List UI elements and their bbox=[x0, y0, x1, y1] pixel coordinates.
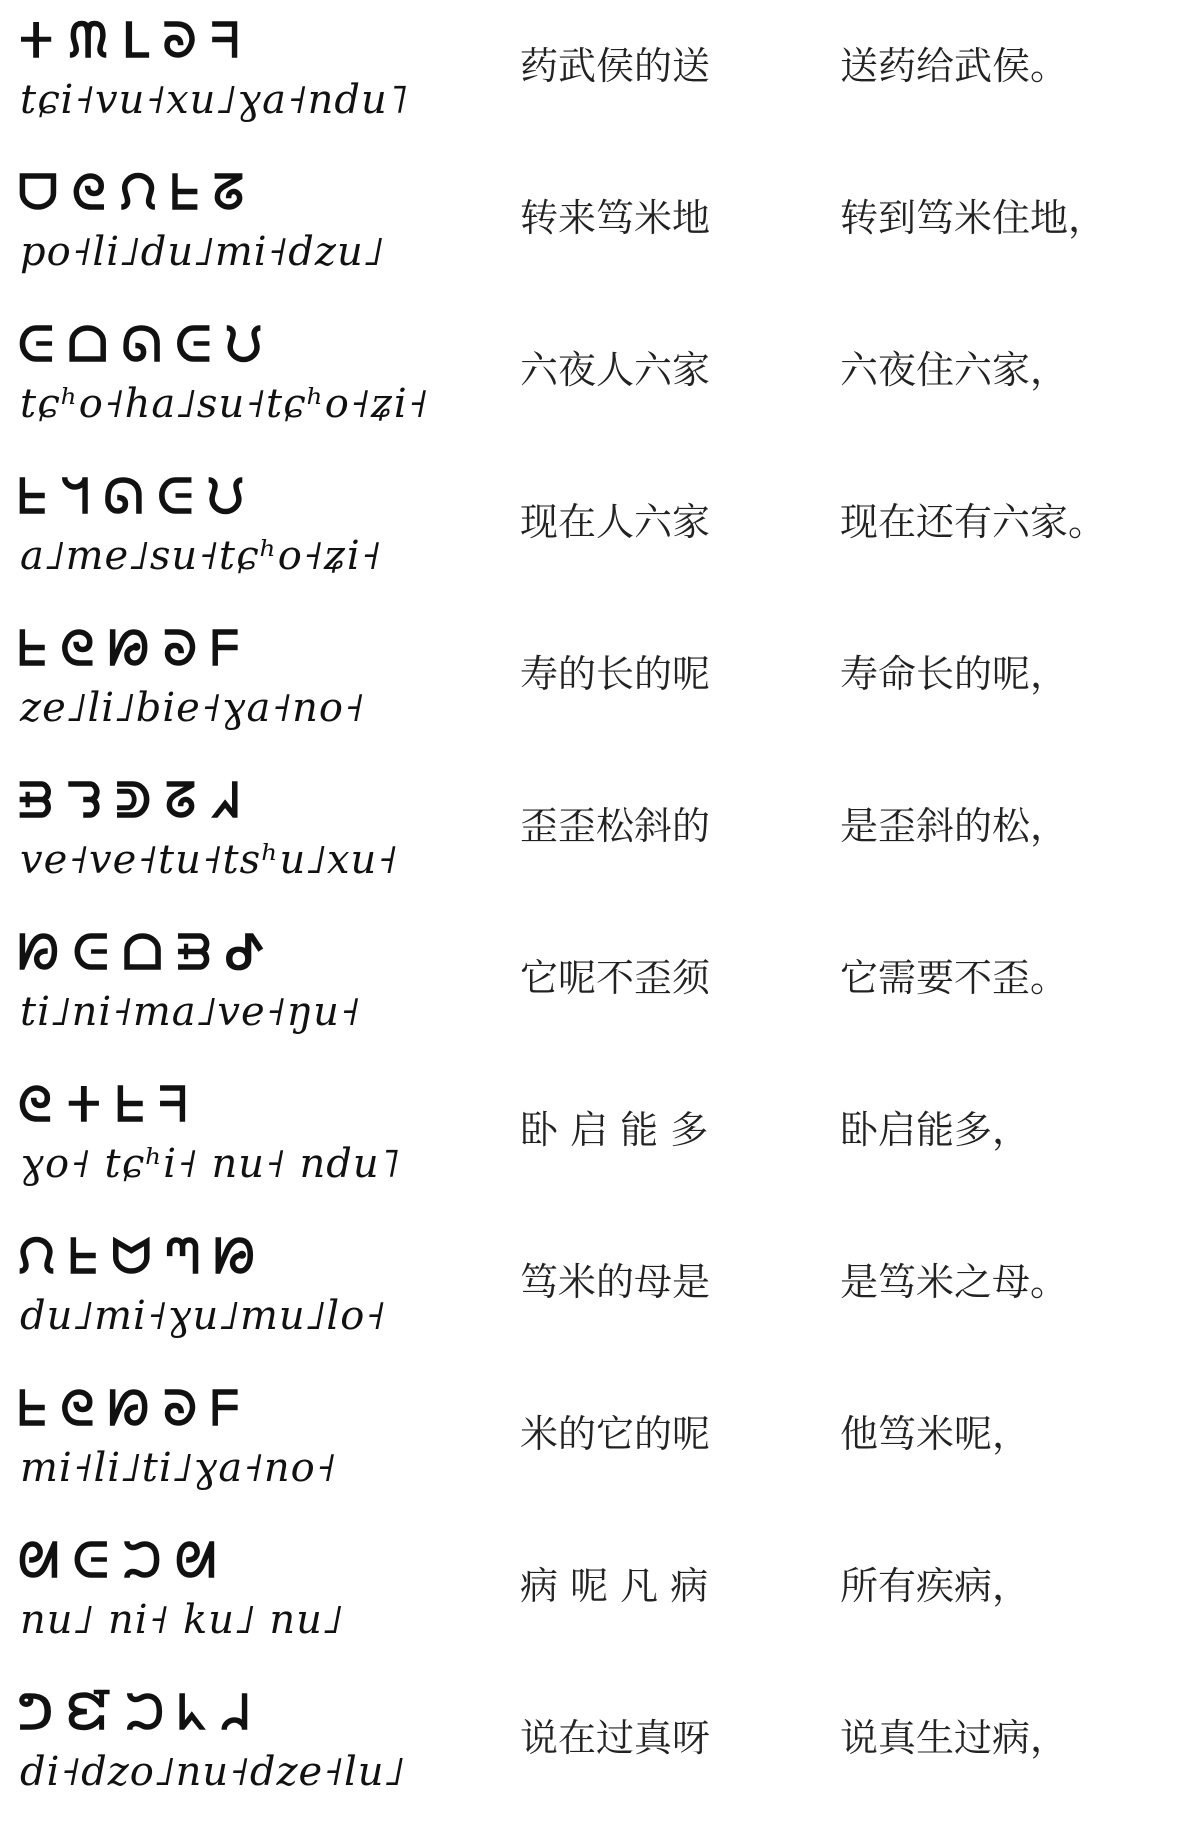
yi-glyph: ᗝ bbox=[67, 317, 108, 373]
yi-glyph: ᘿ bbox=[67, 1685, 112, 1741]
romanization-line: a˩me˩su˧tɕʰo˧ʑi˧ bbox=[20, 533, 382, 579]
yi-glyph: ᗢ bbox=[111, 1229, 152, 1285]
literal-translation: 现在人六家 bbox=[520, 500, 711, 544]
yi-glyph: ᗝ bbox=[122, 925, 163, 981]
free-translation: 寿命长的呢， bbox=[840, 652, 1069, 696]
yi-glyph: ᘗ bbox=[18, 925, 59, 981]
yi-glyph: ᘉ bbox=[165, 1229, 200, 1285]
script-cell bbox=[18, 6, 438, 146]
script-cell bbox=[18, 310, 438, 450]
yi-glyph: ᙀ bbox=[225, 317, 263, 373]
free-translation: 他笃米呢， bbox=[840, 1412, 1031, 1456]
script-cell bbox=[18, 1526, 438, 1666]
yi-glyph: ᕤ bbox=[18, 1685, 54, 1741]
text-row bbox=[0, 1216, 1181, 1366]
yi-glyph: ᖷ bbox=[158, 1077, 187, 1133]
yi-glyph: ᘓ bbox=[60, 621, 95, 677]
romanization-line: mi˧li˩ti˩ɣa˧no˧ bbox=[20, 1445, 337, 1491]
yi-script-line bbox=[18, 918, 438, 988]
yi-glyph: ᘓ bbox=[60, 1381, 95, 1437]
literal-translation: 病 呢 凡 病 bbox=[520, 1564, 709, 1608]
romanization-line: po˧li˩du˩mi˧dzu˩ bbox=[20, 229, 385, 275]
literal-translation: 六夜人六家 bbox=[520, 348, 711, 392]
yi-glyph: ᙁ bbox=[18, 1229, 55, 1285]
yi-glyph: ᖴ bbox=[210, 1381, 240, 1437]
yi-glyph: ᖶ bbox=[116, 1077, 145, 1133]
yi-glyph: ᖶ bbox=[18, 469, 47, 525]
text-row bbox=[0, 0, 1181, 150]
romanization-line: ɣo˧ tɕʰi˧ nu˧ ndu˥ bbox=[20, 1141, 401, 1187]
free-translation: 现在还有六家。 bbox=[840, 500, 1107, 544]
yi-glyph: ᘓ bbox=[18, 1077, 52, 1133]
yi-glyph: ᖻ bbox=[60, 469, 90, 525]
free-translation: 说真生过病， bbox=[840, 1716, 1069, 1760]
yi-script-line bbox=[18, 1678, 438, 1748]
romanization-line: ve˧ve˧tu˧tsʰu˩xu˧ bbox=[20, 837, 398, 883]
yi-glyph: ᘛ bbox=[174, 1533, 216, 1589]
literal-translation: 说在过真呀 bbox=[520, 1716, 711, 1760]
yi-script-line bbox=[18, 6, 438, 76]
yi-glyph: ᖽ bbox=[210, 773, 239, 829]
yi-glyph: ᕲ bbox=[115, 773, 152, 829]
text-row bbox=[0, 152, 1181, 302]
text-row bbox=[0, 760, 1181, 910]
script-cell bbox=[18, 918, 438, 1058]
yi-glyph: ᘐ bbox=[163, 621, 197, 677]
script-cell bbox=[18, 766, 438, 906]
yi-glyph: ᘏ bbox=[103, 469, 144, 525]
yi-glyph: ᖶ bbox=[18, 1381, 47, 1437]
yi-glyph: ᘙ bbox=[213, 1229, 255, 1285]
yi-script-line bbox=[18, 158, 438, 228]
yi-script-line bbox=[18, 1222, 438, 1292]
yi-glyph: ᖹ bbox=[219, 1685, 249, 1741]
literal-translation: 它呢不歪须 bbox=[520, 956, 711, 1000]
free-translation: 它需要不歪。 bbox=[840, 956, 1069, 1000]
yi-script-line bbox=[18, 614, 438, 684]
text-row bbox=[0, 304, 1181, 454]
yi-glyph: 𑀓 bbox=[65, 1077, 102, 1133]
literal-translation: 寿的长的呢 bbox=[520, 652, 711, 696]
free-translation: 六夜住六家， bbox=[840, 348, 1069, 392]
yi-glyph: ᘐ bbox=[163, 1381, 197, 1437]
yi-glyph: ᙂ bbox=[122, 1533, 161, 1589]
yi-glyph: ᖾ bbox=[177, 1685, 206, 1741]
yi-glyph: ᙏ bbox=[68, 13, 108, 69]
text-row bbox=[0, 1064, 1181, 1214]
yi-script-line bbox=[18, 1070, 438, 1140]
script-cell bbox=[18, 1374, 438, 1514]
yi-glyph: ᕮ bbox=[18, 317, 54, 373]
yi-script-line bbox=[18, 766, 438, 836]
yi-glyph: ᘔ bbox=[213, 165, 245, 221]
script-cell bbox=[18, 614, 438, 754]
free-translation: 是笃米之母。 bbox=[840, 1260, 1069, 1304]
yi-script-line bbox=[18, 310, 438, 380]
literal-translation: 药武侯的送 bbox=[520, 44, 711, 88]
romanization-line: du˩mi˧ɣu˩mu˩lo˧ bbox=[20, 1293, 387, 1339]
yi-glyph: ᙀ bbox=[207, 469, 244, 525]
literal-translation: 笃米的母是 bbox=[520, 1260, 711, 1304]
yi-glyph: ᘙ bbox=[108, 621, 150, 677]
free-translation: 送药给武侯。 bbox=[840, 44, 1069, 88]
script-cell bbox=[18, 462, 438, 602]
yi-glyph: ᙂ bbox=[125, 1685, 164, 1741]
yi-glyph: ᘊ bbox=[66, 773, 102, 829]
yi-glyph: ᘔ bbox=[165, 773, 197, 829]
yi-glyph: ᘗ bbox=[108, 1381, 150, 1437]
literal-translation: 米的它的呢 bbox=[520, 1412, 711, 1456]
romanization-line: tɕʰo˧ha˩su˧tɕʰo˧ʑi˧ bbox=[20, 381, 429, 427]
yi-glyph: ᖶ bbox=[170, 165, 200, 221]
romanization-line: tɕi˧vu˧xu˩ɣa˧ndu˥ bbox=[20, 77, 409, 123]
romanization-line: nu˩ ni˧ ku˩ nu˩ bbox=[20, 1597, 344, 1643]
romanization-line: di˧dzo˩nu˧dze˧lu˩ bbox=[20, 1749, 406, 1795]
literal-translation: 歪歪松斜的 bbox=[520, 804, 711, 848]
yi-glyph: ᗲ bbox=[18, 773, 53, 829]
literal-translation: 转来笃米地 bbox=[520, 196, 711, 240]
yi-glyph: ᖶ bbox=[68, 1229, 98, 1285]
script-cell bbox=[18, 1070, 438, 1210]
yi-glyph: ᕮ bbox=[72, 925, 109, 981]
free-translation: 所有疾病， bbox=[840, 1564, 1031, 1608]
literal-translation: 卧 启 能 多 bbox=[520, 1108, 709, 1152]
yi-glyph: ᘏ bbox=[121, 317, 162, 373]
text-row bbox=[0, 1672, 1181, 1822]
free-translation: 是歪斜的松， bbox=[840, 804, 1069, 848]
free-translation: 转到笃米住地， bbox=[840, 196, 1107, 240]
text-row bbox=[0, 608, 1181, 758]
yi-glyph: ᘓ bbox=[71, 165, 106, 221]
yi-glyph: ᒪ bbox=[121, 13, 149, 69]
text-row bbox=[0, 912, 1181, 1062]
yi-glyph: ᕮ bbox=[72, 1533, 109, 1589]
free-translation: 卧启能多， bbox=[840, 1108, 1031, 1152]
yi-glyph: ᘐ bbox=[162, 13, 197, 69]
yi-script-line bbox=[18, 462, 438, 532]
yi-glyph: ᖷ bbox=[210, 13, 239, 69]
yi-glyph: 𑀓 bbox=[18, 13, 55, 69]
yi-glyph: ᕷ bbox=[225, 925, 265, 981]
text-row bbox=[0, 1368, 1181, 1518]
yi-glyph: ᘛ bbox=[18, 1533, 59, 1589]
yi-script-line bbox=[18, 1374, 438, 1444]
yi-glyph: ᖴ bbox=[210, 621, 240, 677]
text-row bbox=[0, 456, 1181, 606]
yi-glyph: ᕮ bbox=[175, 317, 212, 373]
script-cell bbox=[18, 158, 438, 298]
yi-glyph: ᗲ bbox=[176, 925, 212, 981]
script-cell bbox=[18, 1222, 438, 1362]
yi-glyph: ᖶ bbox=[18, 621, 47, 677]
romanization-line: ze˩li˩bie˧ɣa˧no˧ bbox=[20, 685, 365, 731]
yi-glyph: ᙁ bbox=[119, 165, 157, 221]
romanization-line: ti˩ni˧ma˩ve˧ŋu˧ bbox=[20, 989, 361, 1035]
text-row bbox=[0, 1520, 1181, 1670]
yi-glyph: ᗜ bbox=[18, 165, 58, 221]
yi-glyph: ᕮ bbox=[157, 469, 194, 525]
yi-script-line bbox=[18, 1526, 438, 1596]
script-cell bbox=[18, 1678, 438, 1818]
